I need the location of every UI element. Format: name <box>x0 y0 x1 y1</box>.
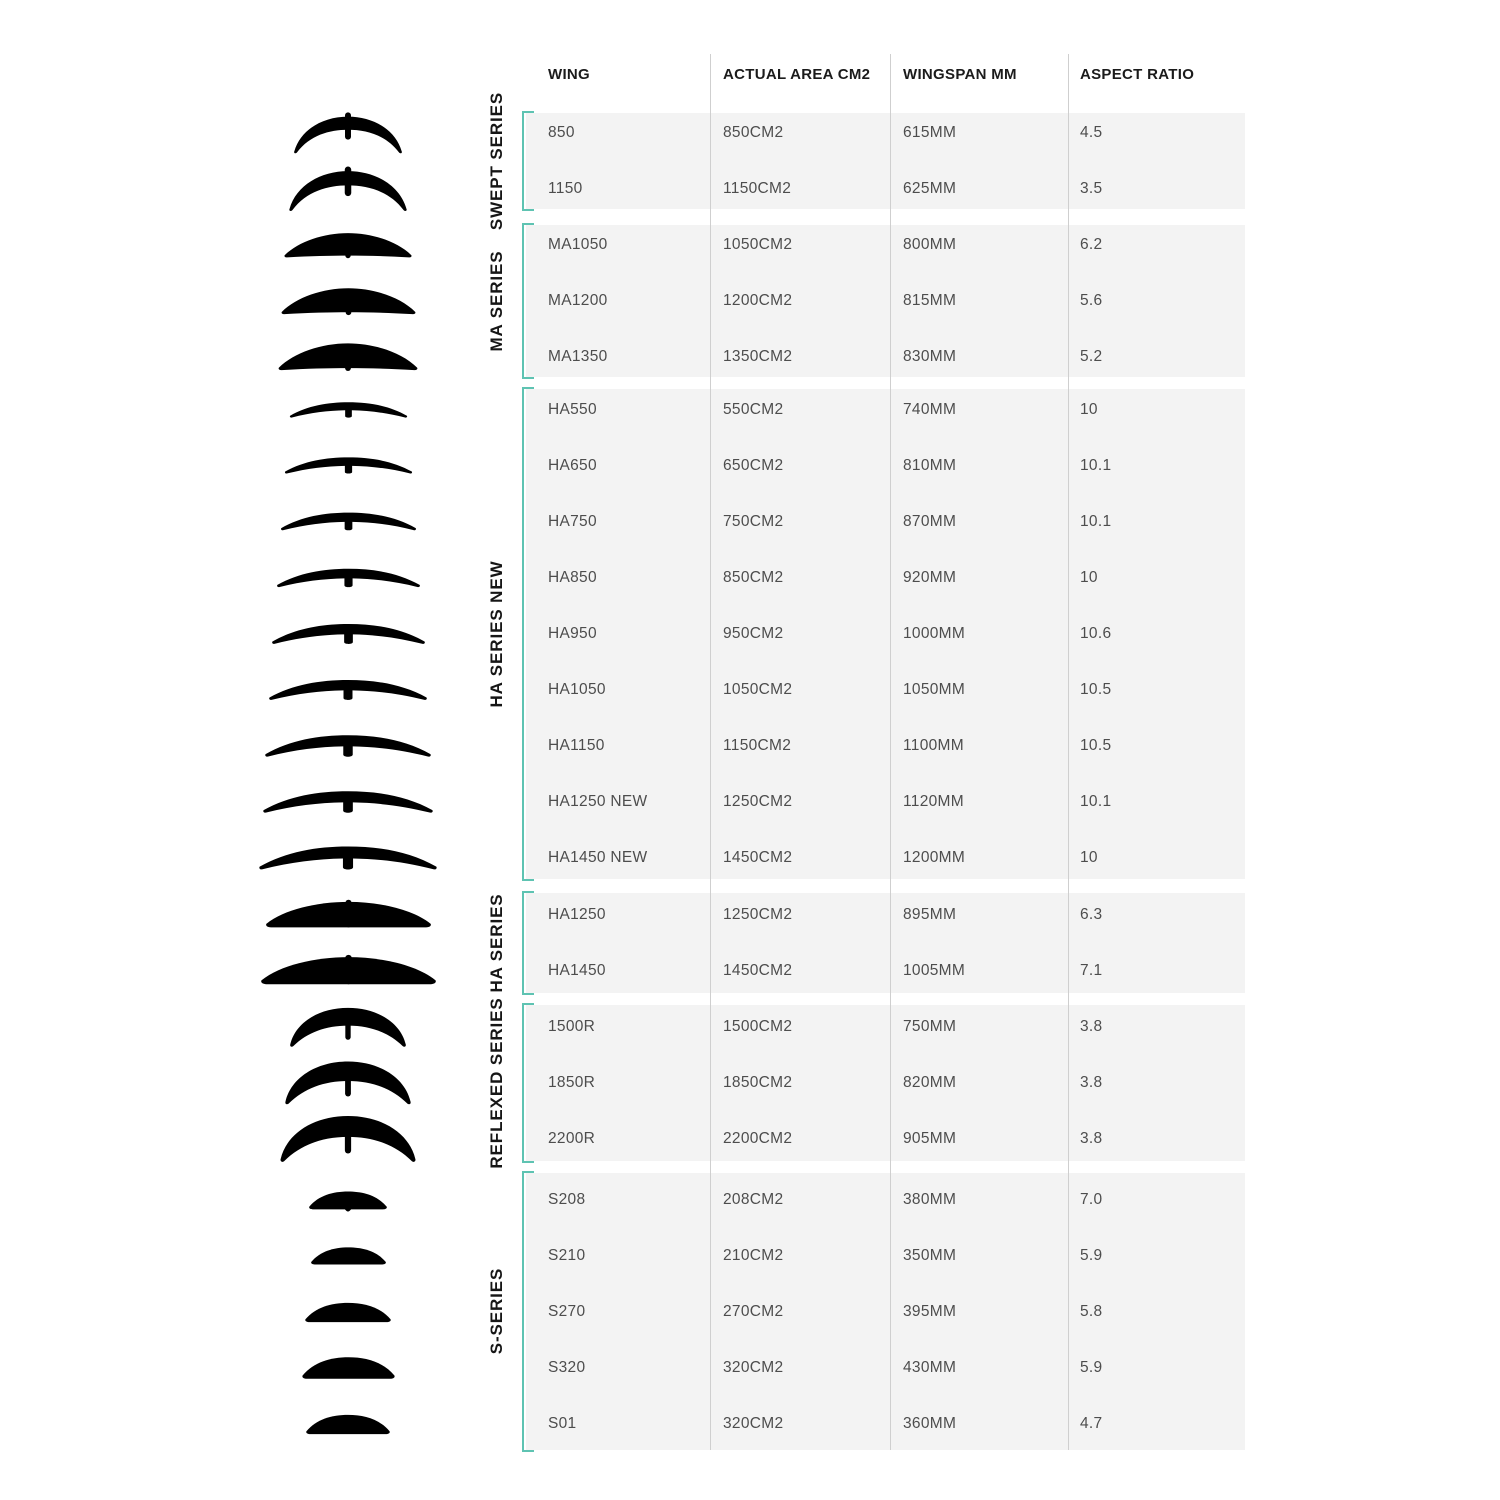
table-row <box>526 718 1245 774</box>
table-row <box>526 943 1245 999</box>
cell-wingspan: 815MM <box>903 292 957 309</box>
series-label-ha-series: HA SERIES <box>487 893 506 993</box>
wing-silhouette-ma1350 <box>277 340 419 373</box>
cell-wing-name: 1150 <box>548 180 583 197</box>
cell-wing-name: HA650 <box>548 457 597 474</box>
cell-area: 2200CM2 <box>723 1130 793 1147</box>
cell-area: 650CM2 <box>723 457 784 474</box>
cell-area: 208CM2 <box>723 1190 784 1208</box>
cell-wing-name: HA950 <box>548 625 597 642</box>
column-header-area: ACTUAL AREA CM2 <box>723 66 871 83</box>
table-row <box>526 1111 1245 1167</box>
table-row <box>526 1396 1245 1452</box>
cell-wing-name: 2200R <box>548 1130 596 1147</box>
cell-wing-name: 1500R <box>548 1018 596 1035</box>
cell-area: 1200CM2 <box>723 292 793 309</box>
cell-aspect-ratio: 10 <box>1080 569 1098 586</box>
cell-area: 210CM2 <box>723 1246 784 1264</box>
cell-wingspan: 360MM <box>903 1414 957 1432</box>
cell-wingspan: 920MM <box>903 569 957 586</box>
wing-silhouette-s01 <box>305 1411 391 1437</box>
cell-wingspan: 810MM <box>903 457 957 474</box>
table-row <box>526 999 1245 1055</box>
section-bracket-reflexed <box>522 1003 534 1163</box>
section-swept-series <box>526 113 1245 209</box>
cell-area: 1150CM2 <box>723 180 792 197</box>
wing-silhouette-s208 <box>308 1188 388 1212</box>
table-row <box>526 774 1245 830</box>
wing-silhouette-ha1250 <box>265 898 432 931</box>
cell-wing-name: MA1050 <box>548 236 608 253</box>
cell-wing-name: HA750 <box>548 513 597 530</box>
cell-wing-name: HA550 <box>548 401 597 418</box>
cell-wing-name: HA1450 NEW <box>548 849 648 866</box>
cell-aspect-ratio: 10.5 <box>1080 737 1112 754</box>
series-label-ha-series-new: HA SERIES NEW <box>487 560 506 708</box>
column-header-span: WINGSPAN MM <box>903 66 1017 83</box>
wing-silhouette-1150 <box>287 164 409 214</box>
cell-wing-name: S270 <box>548 1302 586 1320</box>
column-divider <box>890 54 891 1450</box>
cell-aspect-ratio: 3.8 <box>1080 1018 1103 1035</box>
cell-wing-name: HA1050 <box>548 681 606 698</box>
wing-silhouette-1850r <box>283 1055 413 1110</box>
cell-aspect-ratio: 6.3 <box>1080 906 1103 923</box>
column-divider <box>710 54 711 1450</box>
series-label-reflexed-series: REFLEXED SERIES <box>487 997 506 1169</box>
cell-area: 550CM2 <box>723 401 784 418</box>
cell-area: 320CM2 <box>723 1414 784 1432</box>
cell-wing-name: HA850 <box>548 569 597 586</box>
series-label-s-series: S-SERIES <box>487 1267 506 1355</box>
cell-aspect-ratio: 10.5 <box>1080 681 1112 698</box>
table-row <box>526 329 1245 385</box>
cell-aspect-ratio: 10.1 <box>1080 457 1112 474</box>
cell-wingspan: 380MM <box>903 1190 957 1208</box>
cell-aspect-ratio: 5.6 <box>1080 292 1103 309</box>
cell-aspect-ratio: 10 <box>1080 401 1098 418</box>
cell-wingspan: 820MM <box>903 1074 957 1091</box>
cell-wingspan: 1050MM <box>903 681 966 698</box>
cell-aspect-ratio: 10.6 <box>1080 625 1112 642</box>
wing-silhouette-ha1150 <box>264 732 432 760</box>
cell-area: 750CM2 <box>723 513 784 530</box>
table-row <box>526 830 1245 886</box>
section-ma-series <box>526 225 1245 377</box>
cell-wingspan: 1200MM <box>903 849 966 866</box>
table-row <box>526 550 1245 606</box>
table-row <box>526 1055 1245 1111</box>
table-row <box>526 217 1245 273</box>
cell-wingspan: 905MM <box>903 1130 957 1147</box>
section-s-series <box>526 1173 1245 1450</box>
cell-area: 1500CM2 <box>723 1018 793 1035</box>
wing-silhouette-ma1050 <box>283 230 413 260</box>
wing-silhouette-ha1050 <box>268 677 428 703</box>
table-row <box>526 438 1245 494</box>
wing-silhouette-s320 <box>301 1353 396 1382</box>
wing-silhouette-s210 <box>310 1244 387 1267</box>
table-row <box>526 1172 1245 1228</box>
cell-aspect-ratio: 4.7 <box>1080 1414 1103 1432</box>
cell-wingspan: 1000MM <box>903 625 966 642</box>
cell-wingspan: 830MM <box>903 348 957 365</box>
section-ha-series-new <box>526 389 1245 879</box>
cell-wingspan: 1100MM <box>903 737 964 754</box>
cell-wingspan: 895MM <box>903 906 957 923</box>
wing-silhouette-ha850 <box>276 566 421 590</box>
cell-aspect-ratio: 10.1 <box>1080 793 1112 810</box>
wing-silhouette-s270 <box>304 1299 392 1325</box>
cell-wing-name: MA1200 <box>548 292 608 309</box>
section-bracket-ha-new <box>522 387 534 881</box>
wing-silhouette-ha1450 <box>260 953 437 988</box>
cell-wing-name: S208 <box>548 1190 586 1208</box>
cell-area: 320CM2 <box>723 1358 784 1376</box>
section-bracket-ma <box>522 223 534 379</box>
cell-aspect-ratio: 10.1 <box>1080 513 1112 530</box>
cell-area: 1050CM2 <box>723 236 793 253</box>
column-divider <box>1068 54 1069 1450</box>
cell-wingspan: 395MM <box>903 1302 957 1320</box>
cell-wing-name: HA1250 <box>548 906 606 923</box>
cell-area: 1050CM2 <box>723 681 793 698</box>
cell-area: 1250CM2 <box>723 906 793 923</box>
section-bracket-s <box>522 1171 534 1452</box>
cell-wing-name: HA1250 NEW <box>548 793 648 810</box>
cell-aspect-ratio: 3.8 <box>1080 1130 1103 1147</box>
cell-wing-name: 1850R <box>548 1074 596 1091</box>
table-row <box>526 662 1245 718</box>
cell-wing-name: S320 <box>548 1358 586 1376</box>
section-bracket-ha <box>522 891 534 995</box>
cell-wingspan: 740MM <box>903 401 957 418</box>
cell-aspect-ratio: 3.8 <box>1080 1074 1103 1091</box>
series-label-swept-series: SWEPT SERIES <box>487 91 506 231</box>
cell-area: 1450CM2 <box>723 849 793 866</box>
cell-aspect-ratio: 5.9 <box>1080 1246 1103 1264</box>
cell-area: 1150CM2 <box>723 737 792 754</box>
table-row <box>526 382 1245 438</box>
wing-silhouette-ha950 <box>271 621 426 647</box>
section-ha-series <box>526 893 1245 993</box>
cell-wing-name: MA1350 <box>548 348 608 365</box>
table-row <box>526 161 1245 217</box>
series-label-ma-series: MA SERIES <box>487 250 506 352</box>
table-row <box>526 887 1245 943</box>
cell-wing-name: S01 <box>548 1414 577 1432</box>
cell-aspect-ratio: 4.5 <box>1080 124 1103 141</box>
table-row <box>526 1228 1245 1284</box>
cell-wingspan: 615MM <box>903 124 957 141</box>
cell-wingspan: 1005MM <box>903 962 966 979</box>
cell-wing-name: 850 <box>548 124 575 141</box>
table-row <box>526 105 1245 161</box>
cell-area: 1350CM2 <box>723 348 793 365</box>
wing-silhouette-ha1250-new <box>262 788 434 816</box>
cell-wingspan: 800MM <box>903 236 957 253</box>
column-header-ratio: ASPECT RATIO <box>1080 66 1195 83</box>
cell-wingspan: 350MM <box>903 1246 957 1264</box>
wing-silhouette-ha750 <box>280 510 417 533</box>
wing-silhouette-850 <box>292 110 404 156</box>
cell-area: 950CM2 <box>723 625 784 642</box>
cell-area: 270CM2 <box>723 1302 784 1320</box>
cell-area: 850CM2 <box>723 124 784 141</box>
table-row <box>526 273 1245 329</box>
cell-wingspan: 750MM <box>903 1018 957 1035</box>
cell-wing-name: S210 <box>548 1246 586 1264</box>
cell-area: 1250CM2 <box>723 793 793 810</box>
cell-aspect-ratio: 10 <box>1080 849 1098 866</box>
cell-aspect-ratio: 7.0 <box>1080 1190 1103 1208</box>
cell-aspect-ratio: 5.9 <box>1080 1358 1103 1376</box>
cell-wingspan: 870MM <box>903 513 957 530</box>
cell-wingspan: 625MM <box>903 180 957 197</box>
cell-wing-name: HA1450 <box>548 962 606 979</box>
cell-aspect-ratio: 3.5 <box>1080 180 1103 197</box>
wing-silhouette-ha650 <box>284 455 413 476</box>
section-bracket-swept <box>522 111 534 211</box>
cell-area: 1450CM2 <box>723 962 793 979</box>
wing-silhouette-ha1450-new <box>258 843 438 873</box>
cell-aspect-ratio: 5.8 <box>1080 1302 1103 1320</box>
cell-aspect-ratio: 6.2 <box>1080 236 1103 253</box>
table-row <box>526 1284 1245 1340</box>
table-row <box>526 494 1245 550</box>
cell-wingspan: 430MM <box>903 1358 957 1376</box>
cell-area: 1850CM2 <box>723 1074 793 1091</box>
cell-wing-name: HA1150 <box>548 737 605 754</box>
table-row <box>526 1340 1245 1396</box>
wing-silhouette-2200r <box>278 1109 418 1168</box>
section-reflexed-series <box>526 1005 1245 1161</box>
cell-wingspan: 1120MM <box>903 793 964 810</box>
cell-area: 850CM2 <box>723 569 784 586</box>
table-row <box>526 606 1245 662</box>
cell-aspect-ratio: 7.1 <box>1080 962 1103 979</box>
cell-aspect-ratio: 5.2 <box>1080 348 1103 365</box>
wing-silhouette-ha550 <box>289 400 408 420</box>
wing-silhouette-ma1200 <box>280 285 417 317</box>
column-header-wing: WING <box>548 66 591 83</box>
wing-silhouette-1500r <box>288 1002 408 1052</box>
